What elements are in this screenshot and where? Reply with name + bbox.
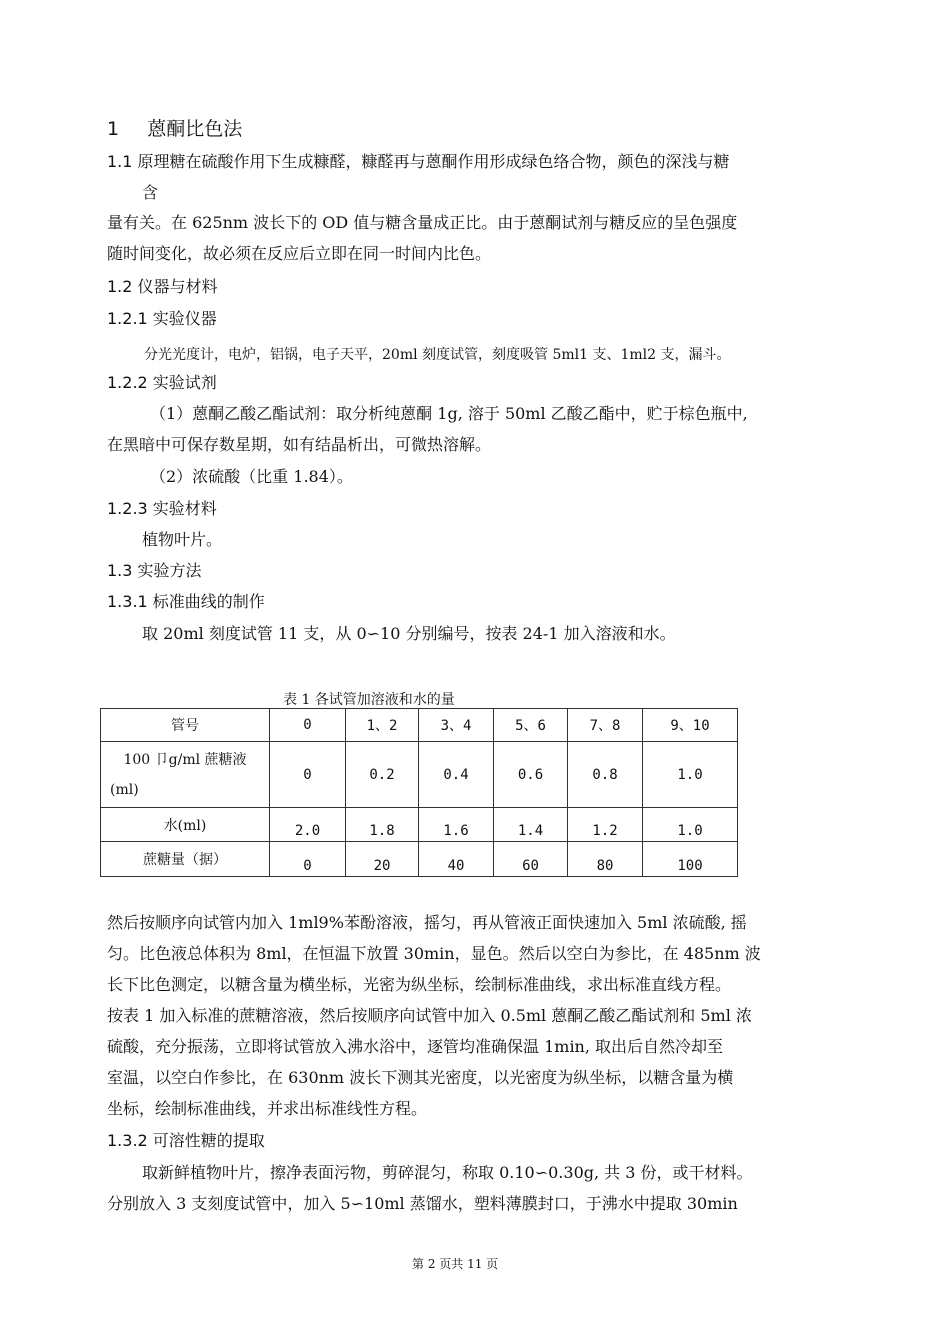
extraction-line-1: 取新鲜植物叶片，擦净表面污物，剪碎混匀，称取 0.10∽0.30g, 共 3 份，或干材料。	[142, 1163, 753, 1182]
table-cell: 0.8	[568, 742, 643, 808]
table-row-water	[101, 808, 738, 842]
header-cell: 7、8	[568, 709, 643, 742]
table-cell: 1.2	[568, 808, 643, 842]
reagent-item-2: （2）浓硫酸（比重 1.84）。	[150, 467, 353, 486]
table-caption: 表 1 各试管加溶液和水的量	[283, 692, 455, 708]
table-cell: 20	[346, 842, 419, 877]
heading-soluble-sugar-extraction: 1.3.2 可溶性糖的提取	[107, 1131, 265, 1150]
row-label-line-2: (ml)	[110, 781, 139, 798]
page-footer: 第 2 页共 11 页	[412, 1257, 499, 1271]
solution-table	[100, 708, 738, 877]
principle-line-3: 量有关。在 625nm 波长下的 OD 值与糖含量成正比。由于蒽酮试剂与糖反应的呈色强度	[107, 213, 738, 232]
table-row-sucrose	[101, 742, 738, 808]
header-cell: 0	[270, 709, 346, 742]
row-label-water: 水(ml)	[101, 808, 270, 842]
principle-line-2: 含	[142, 183, 159, 202]
table-cell: 100	[643, 842, 738, 877]
method-line-4: 按表 1 加入标准的蔗糖溶液，然后按顺序向试管中加入 0.5ml 蒽酮乙酸乙酯试剂和 5ml 浓	[107, 1006, 752, 1025]
reagent-item-1-line-1: （1）蒽酮乙酸乙酯试剂：取分析纯蒽酮 1g, 溶于 50ml 乙酸乙酯中，贮于棕色瓶中,	[150, 404, 748, 423]
standard-curve-text: 取 20ml 刻度试管 11 支，从 0∽10 分别编号，按表 24-1 加入溶液和水。	[142, 624, 676, 643]
header-cell: 5、6	[494, 709, 568, 742]
row-label-sugar: 蔗糖量（据）	[101, 842, 270, 877]
method-line-2: 匀。比色液总体积为 8ml，在恒温下放置 30min，显色。然后以空白为参比，在 485nm 波	[107, 944, 761, 963]
materials-text: 植物叶片。	[142, 530, 223, 549]
section-number: 1	[107, 118, 120, 140]
table-cell: 1.0	[643, 808, 738, 842]
heading-materials: 1.2.3 实验材料	[107, 499, 217, 518]
method-line-3: 长下比色测定，以糖含量为横坐标，光密为纵坐标，绘制标准曲线，求出标准直线方程。	[107, 975, 732, 994]
heading-methods: 1.3 实验方法	[107, 561, 202, 580]
table-cell: 0.6	[494, 742, 568, 808]
method-line-1: 然后按顺序向试管内加入 1ml9%苯酚溶液，摇匀，再从管液正面快速加入 5ml 浓硫酸, 摇	[107, 913, 747, 932]
header-cell: 3、4	[419, 709, 494, 742]
header-cell: 9、10	[643, 709, 738, 742]
section-title-text: 蒽酮比色法	[147, 118, 243, 140]
section-title	[107, 114, 242, 141]
heading-instruments: 1.2.1 实验仪器	[107, 309, 217, 328]
instruments-text: 分光光度计，电炉，铝锅，电子天平，20ml 刻度试管，刻度吸管 5ml1 支、1ml2 支，漏斗。	[144, 347, 731, 363]
header-cell-tube: 管号	[101, 709, 270, 742]
table-cell: 2.0	[270, 808, 346, 842]
method-line-7: 坐标，绘制标准曲线，并求出标准线性方程。	[107, 1099, 428, 1118]
principle-paragraph	[107, 149, 730, 172]
heading-instruments-materials: 1.2 仪器与材料	[107, 277, 218, 296]
reagent-item-1-line-2: 在黑暗中可保存数星期，如有结晶析出，可微热溶解。	[107, 435, 492, 454]
row-label-line-1: 100 卩g/ml 蔗糖液	[123, 751, 247, 768]
table-cell: 40	[419, 842, 494, 877]
principle-line-1: 糖在硫酸作用下生成糠醛，糠醛再与蒽酮作用形成绿色络合物，颜色的深浅与糖	[169, 152, 730, 171]
table-cell: 0	[270, 742, 346, 808]
table-cell: 60	[494, 842, 568, 877]
table-cell: 0	[270, 842, 346, 877]
row-label-sucrose	[101, 742, 270, 808]
method-line-5: 硫酸，充分振荡，立即将试管放入沸水浴中，逐管均准确保温 1min, 取出后自然冷却至	[107, 1037, 724, 1056]
heading-standard-curve: 1.3.1 标准曲线的制作	[107, 592, 265, 611]
extraction-line-2: 分别放入 3 支刻度试管中，加入 5∽10ml 蒸馏水，塑料薄膜封口，于沸水中提取 30min	[107, 1194, 738, 1213]
table-cell: 0.4	[419, 742, 494, 808]
table-cell: 1.0	[643, 742, 738, 808]
principle-heading: 1.1 原理	[107, 152, 170, 171]
table-row-sugar	[101, 842, 738, 877]
heading-reagents: 1.2.2 实验试剂	[107, 373, 217, 392]
method-line-6: 室温，以空白作参比，在 630nm 波长下测其光密度，以光密度为纵坐标，以糖含量为横	[107, 1068, 734, 1087]
table-cell: 80	[568, 842, 643, 877]
header-cell: 1、2	[346, 709, 419, 742]
table-header-row	[101, 709, 738, 742]
principle-line-4: 随时间变化，故必须在反应后立即在同一时间内比色。	[107, 244, 492, 263]
table-cell: 1.4	[494, 808, 568, 842]
table-cell: 1.8	[346, 808, 419, 842]
table-cell: 1.6	[419, 808, 494, 842]
table-cell: 0.2	[346, 742, 419, 808]
